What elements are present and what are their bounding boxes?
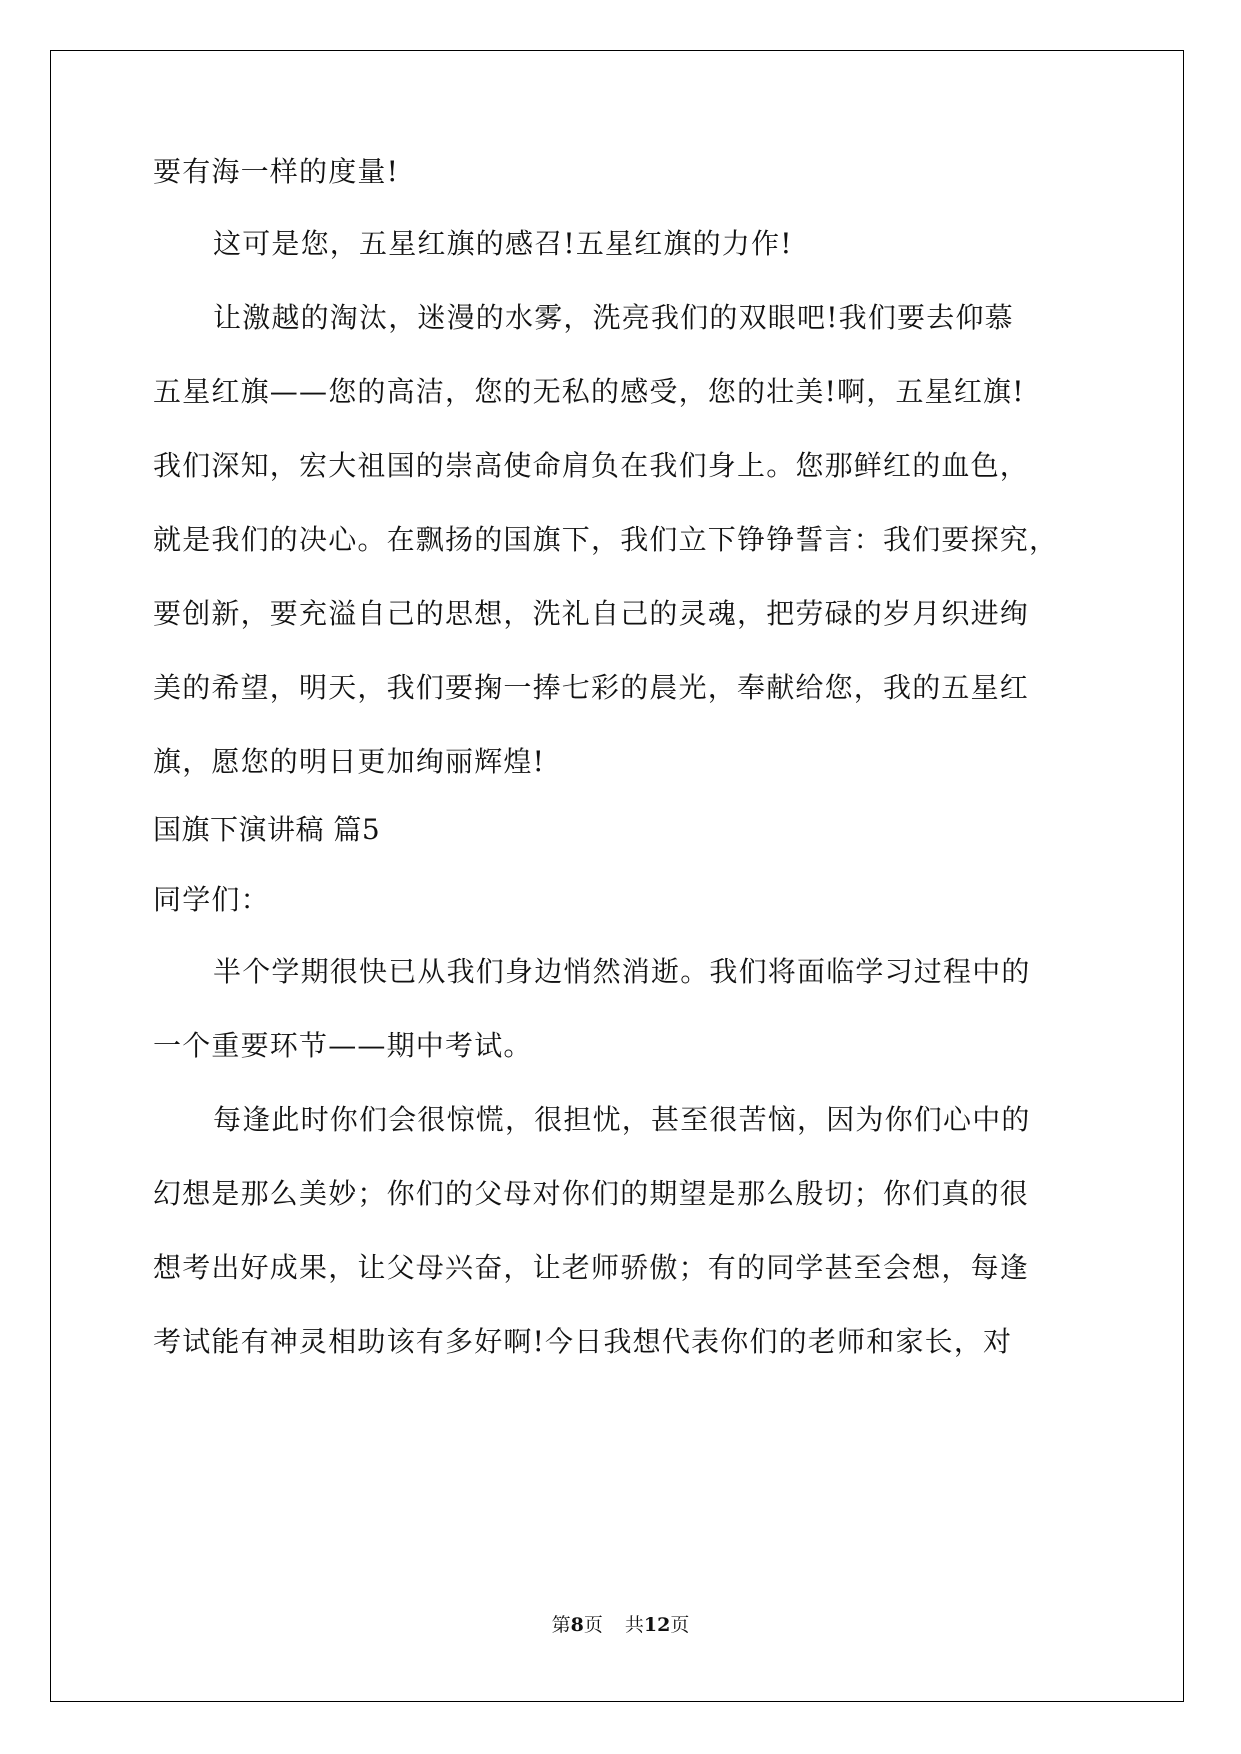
text-line-13: 一个重要环节——期中考试。: [153, 1029, 533, 1062]
footer-total-pages: 12: [643, 1614, 671, 1636]
text-line-6: 就是我们的决心。在飘扬的国旗下，我们立下铮铮誓言：我们要探究，: [153, 523, 1059, 556]
footer-total-prefix: 共: [624, 1614, 644, 1636]
text-line-16: 想考出好成果，让父母兴奋，让老师骄傲；有的同学甚至会想，每逢: [153, 1251, 1030, 1284]
text-line-12: 半个学期很快已从我们身边悄然消逝。我们将面临学习过程中的: [213, 955, 1031, 988]
text-line-17: 考试能有神灵相助该有多好啊!今日我想代表你们的老师和家长，对: [153, 1325, 1013, 1358]
text-line-14: 每逢此时你们会很惊慌，很担忧，甚至很苦恼，因为你们心中的: [213, 1103, 1031, 1136]
footer-total-suffix: 页: [670, 1614, 690, 1636]
footer-page-prefix: 第: [551, 1614, 571, 1636]
text-line-5: 我们深知，宏大祖国的崇高使命肩负在我们身上。您那鲜红的血色，: [153, 449, 1030, 482]
text-line-8: 美的希望，明天，我们要掬一捧七彩的晨光，奉献给您，我的五星红: [153, 671, 1030, 704]
salutation: 同学们：: [153, 883, 270, 916]
text-line-4: 五星红旗——您的高洁，您的无私的感受，您的壮美!啊，五星红旗!: [153, 375, 1025, 408]
text-line-9: 旗，愿您的明日更加绚丽辉煌!: [153, 745, 546, 778]
text-line-1: 要有海一样的度量!: [153, 155, 400, 188]
footer-page-suffix: 页: [583, 1614, 603, 1636]
footer-page-number: 8: [570, 1614, 584, 1636]
section-heading: 国旗下演讲稿 篇5: [153, 813, 381, 846]
text-line-2: 这可是您，五星红旗的感召!五星红旗的力作!: [213, 227, 793, 260]
text-line-7: 要创新，要充溢自己的思想，洗礼自己的灵魂，把劳碌的岁月织进绚: [153, 597, 1030, 630]
page-footer: [0, 1610, 1241, 1637]
text-line-3: 让激越的淘汰，迷漫的水雾，洗亮我们的双眼吧!我们要去仰慕: [213, 301, 1014, 334]
text-line-15: 幻想是那么美妙；你们的父母对你们的期望是那么殷切；你们真的很: [153, 1177, 1030, 1210]
